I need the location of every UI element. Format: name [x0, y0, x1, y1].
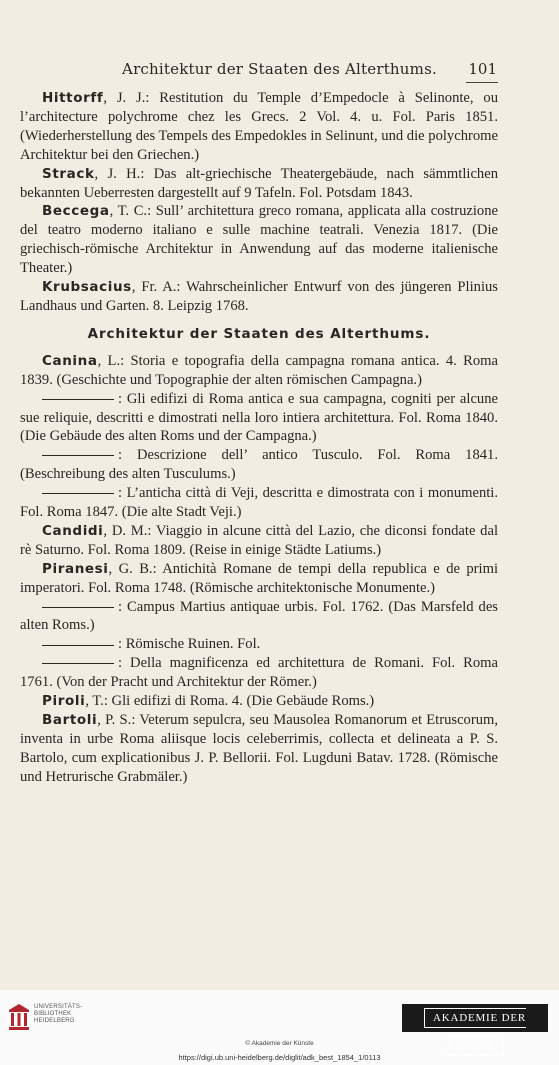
entry-text: : Descrizione dell’ antico Tusculo. Fol. Roma 1841. (Beschreibung des alten Tusculums.) — [20, 447, 498, 483]
library-emblem-icon — [6, 1002, 32, 1032]
bibliography-entry — [20, 560, 498, 598]
academy-logo-text: AKADEMIE DER KÜNSTE — [424, 1008, 526, 1056]
bibliography-entry — [20, 692, 498, 711]
ditto-dash — [42, 663, 114, 664]
running-head: Architektur der Staaten des Alterthums. — [122, 60, 437, 78]
entry-author: Krubsacius — [42, 279, 132, 296]
bibliography-entry — [20, 165, 498, 203]
bibliography-entry — [20, 89, 498, 165]
bibliography-entry — [20, 484, 498, 522]
section-heading: Architektur der Staaten des Alterthums. — [87, 325, 431, 342]
entry-text: : Gli edifizi di Roma antica e sua campagna, cogniti per alcune sue reliquie, descritti e dimostrati nella loro intiera architettura. Fol. Roma 1840. (Die Gebäude des alten Roms und der Campagna.) — [20, 390, 498, 445]
page-number: 101 — [468, 60, 497, 78]
bibliography-entry — [20, 598, 498, 636]
entry-text: : Campus Martius antiquae urbis. Fol. 1762. (Das Marsfeld des alten Roms.) — [20, 598, 498, 634]
copyright-notice: © Akademie der Künste — [245, 1040, 314, 1047]
bibliography-entry — [20, 711, 498, 787]
entry-text: , G. B.: Antichità Romane de tempi della republica e de primi imperatori. Fol. Roma 1748. (Römische architektonische Monumente.) — [20, 560, 498, 596]
entry-author: Strack — [42, 165, 95, 182]
entry-text: : Römische Ruinen. Fol. — [118, 636, 261, 653]
viewer-footer — [0, 990, 559, 1065]
ditto-dash — [42, 607, 114, 608]
entry-author: Bartoli — [42, 712, 98, 728]
entry-text: , J. J.: Restitution du Temple d’Empedocle à Selinonte, ou l’architecture polychrome chez les Grecs. 2 Vol. 4. u. Fol. Paris 1851. (Wiederherstellung des Tempels des Empedokles in Selinunt, und die polychrome Architektur bei den Griechen.) — [20, 90, 498, 163]
entry-text: : L’anticha città di Veji, descritta e dimostrata con i monumenti. Fol. Roma 1847. (Die alte Stadt Veji.) — [20, 485, 498, 521]
entry-author: Piroli — [42, 693, 86, 710]
library-logo-text: UNIVERSITÄTS- BIBLIOTHEK HEIDELBERG — [34, 1004, 83, 1024]
entry-author: Beccega — [42, 203, 110, 220]
entries-after-section — [20, 352, 498, 787]
entry-text: , Fr. A.: Wahrscheinlicher Entwurf von des jüngeren Plinius Landhaus und Garten. 8. Leipzig 1768. — [20, 279, 498, 314]
entry-text: , P. S.: Veterum sepulcra, seu Mausolea Romanorum et Etruscorum, inventa in urbe Roma aliisque locis celeberrimis, collecta et delineata a P. S. Bartolo, cum explicationibus J. P. Bellorii. Fol. Lugduni Batav. 1728. (Römische und Hetrurische Grabmäler.) — [20, 712, 498, 785]
entry-author: Piranesi — [42, 560, 109, 577]
bibliography-entry — [20, 654, 498, 692]
bibliography-entry — [20, 278, 498, 316]
entry-author: Canina — [42, 352, 98, 369]
entry-text: , J. H.: Das alt-griechische Theatergebäude, nach sämmtlichen bekannten Ueberresten dargestellt auf 9 Tafeln. Fol. Potsdam 1843. — [20, 165, 498, 201]
entry-text: , T. C.: Sull’ architettura greco romana, applicata alla costruzione del teatro moderno italiano e sulle machine teatrali. Venezia 1817. (Die griechisch-römische Architektur in Anwendung auf das moderne italienische Theater.) — [20, 203, 498, 277]
bibliography-entry — [20, 446, 498, 484]
entry-author: Candidi — [42, 522, 104, 539]
bibliography-entry — [20, 390, 498, 447]
ditto-dash — [42, 645, 114, 646]
academy-logo[interactable] — [402, 1004, 548, 1052]
page-url[interactable]: https://digi.ub.uni-heidelberg.de/diglit/adk_best_1854_1/0113 — [178, 1053, 381, 1062]
entry-author: Hittorff — [42, 90, 104, 106]
bibliography-entry — [20, 522, 498, 560]
entry-text: : Della magnificenza ed architettura de Romani. Fol. Roma 1761. (Von der Pracht und Architektur der Römer.) — [20, 655, 498, 691]
entry-text: , L.: Storia e topografia della campagna romana antica. 4. Roma 1839. (Geschichte und Topographie der alten römischen Campagna.) — [20, 352, 498, 388]
ditto-dash — [42, 493, 114, 494]
header-rule — [466, 82, 498, 83]
university-library-logo[interactable] — [6, 1002, 126, 1036]
bibliography-entry — [20, 202, 498, 278]
ditto-dash — [42, 399, 114, 400]
entry-text: , T.: Gli edifizi di Roma. 4. (Die Gebäude Roms.) — [85, 693, 375, 710]
ditto-dash — [42, 455, 114, 456]
bibliography-entry — [20, 635, 498, 654]
entry-text: , D. M.: Viaggio in alcune città del Lazio, che diconsi fondate dal rè Saturno. Fol. Roma 1809. (Reise in einige Städte Latiums.) — [20, 522, 498, 558]
bibliography-text — [20, 89, 498, 787]
entries-before-section — [20, 89, 498, 316]
bibliography-entry — [20, 352, 498, 390]
